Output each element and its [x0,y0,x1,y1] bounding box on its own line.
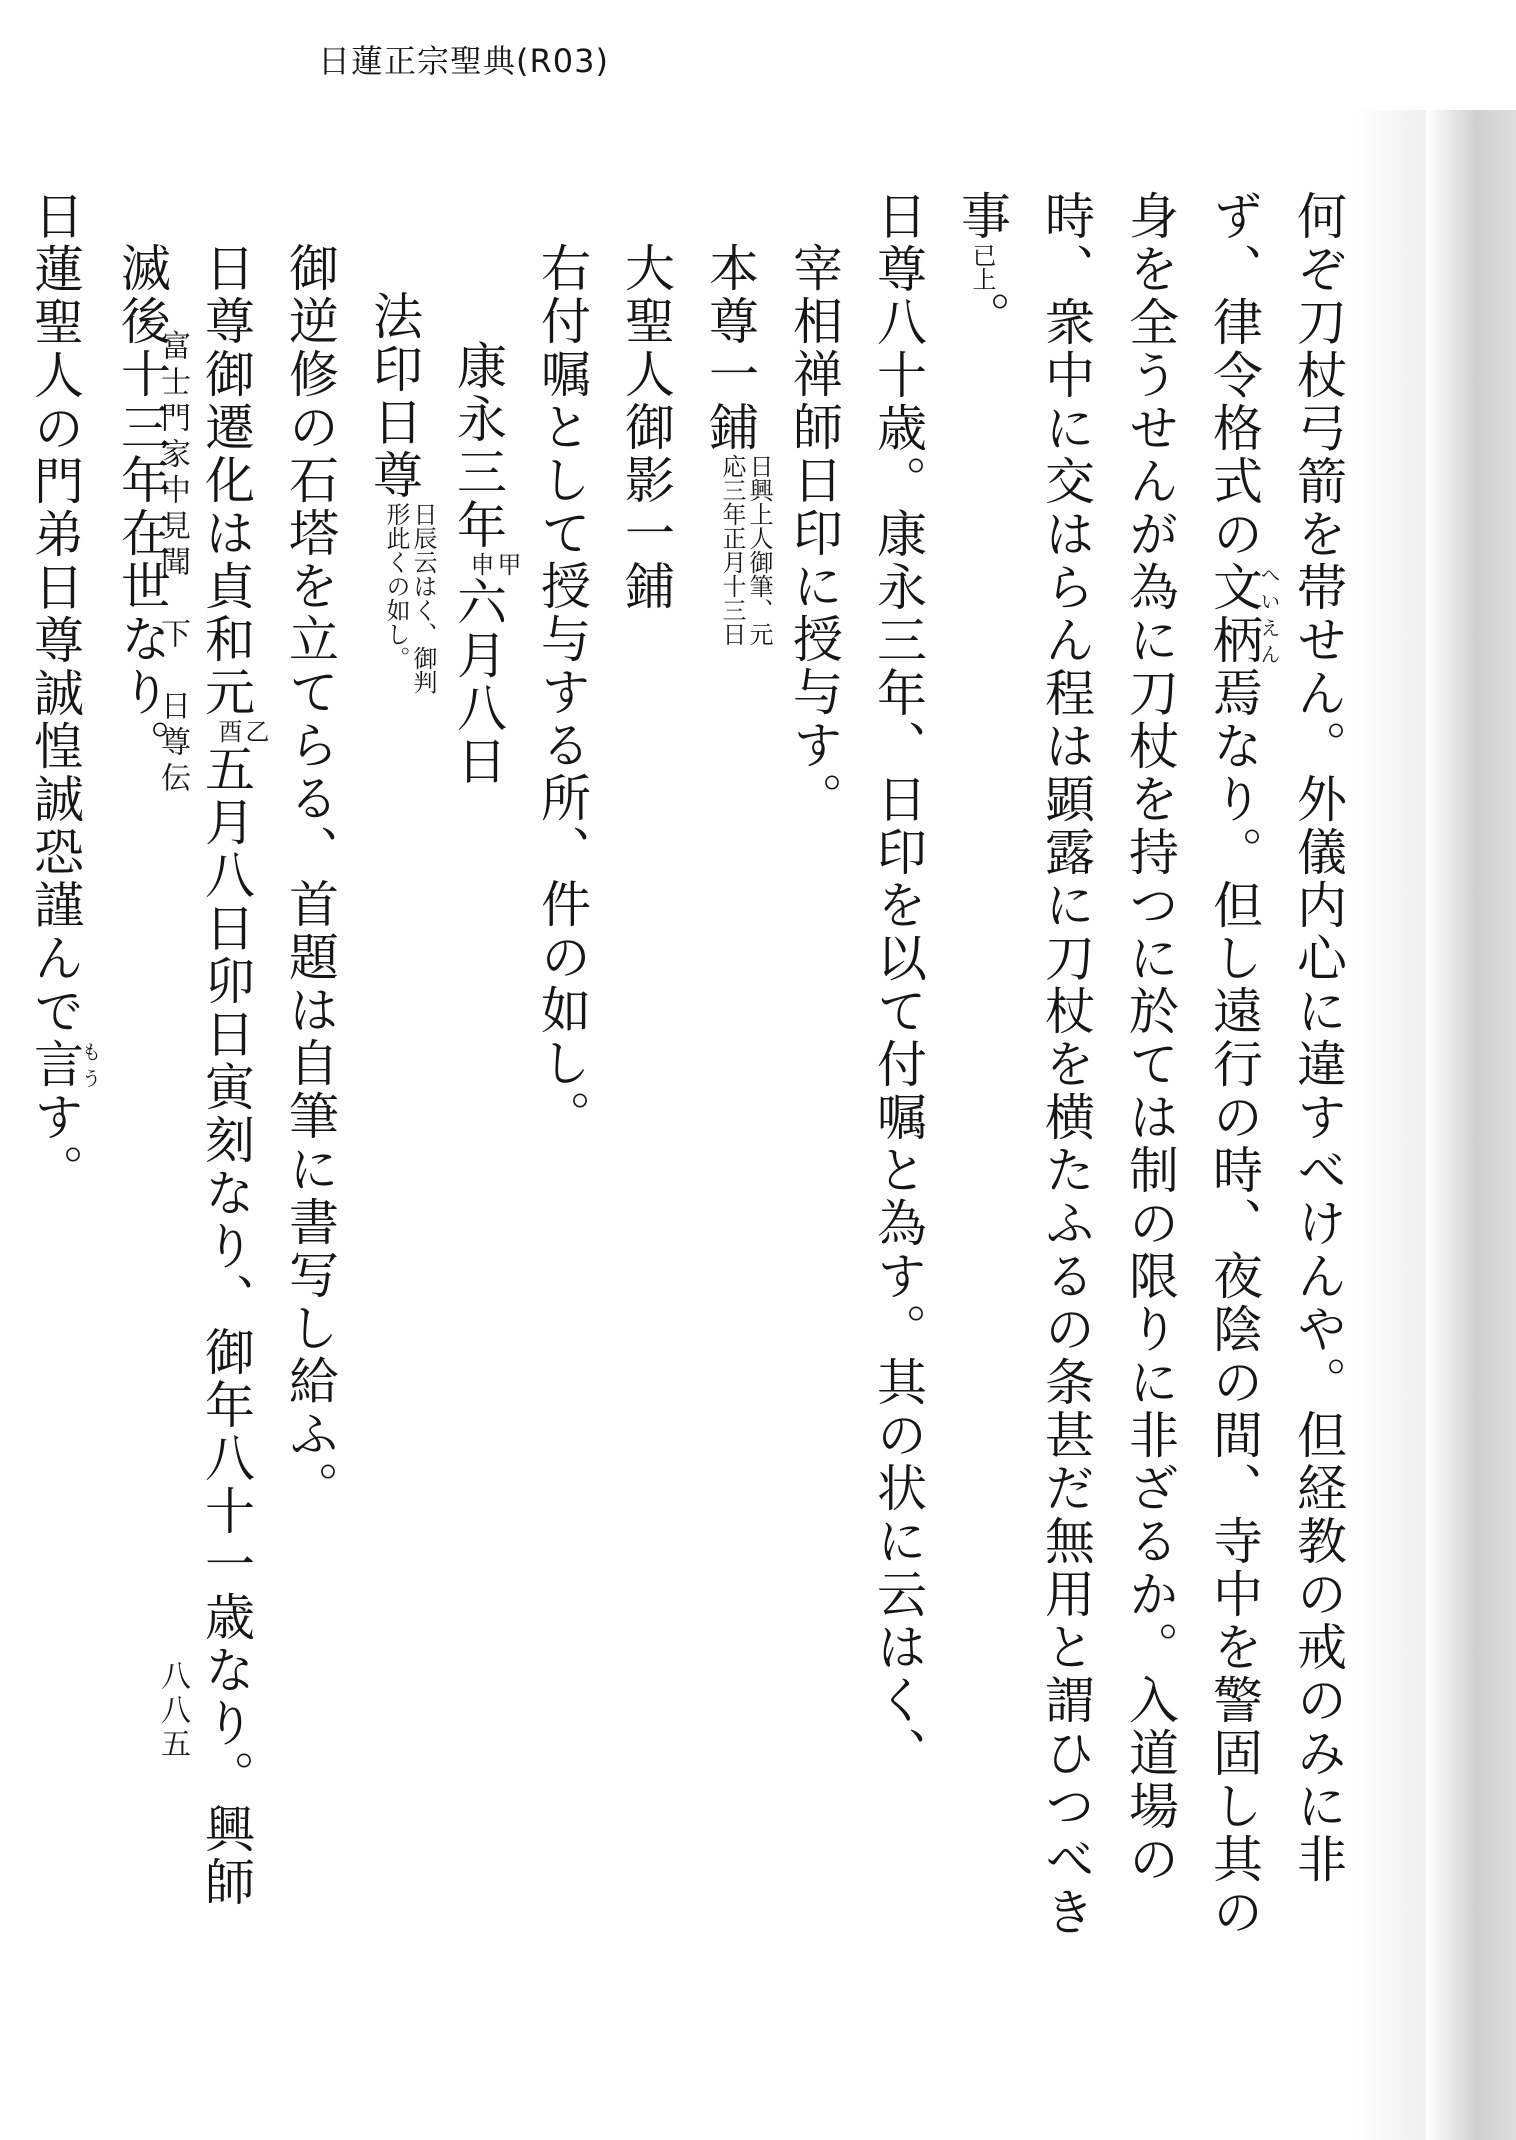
paragraph-5: 大聖人御影一鋪 [617,242,675,613]
paragraph-4: 本尊一鋪日興上人御筆、元 応三年正月十三日 [701,242,773,646]
page-number: 八八五 [155,1660,190,1762]
paragraph-7: 康永三年甲 申六月八日 [449,340,521,788]
document-header: 日蓮正宗聖典(R03) [318,42,609,80]
paragraph-10: 日尊御遷化は貞和元乙 酉五月八日卯日寅刻なり、御年八十一歳なり。興師滅後十三年在世なり。 [113,242,269,1909]
paragraph-3: 宰相禅師日印に授与す。 [785,242,843,825]
page-edge-shadow [1426,110,1516,2140]
paragraph-9: 御逆修の石塔を立てらる、首題は自筆に書写し給ふ。 [281,242,339,1514]
paragraph-6: 右付嘱として授与する所、件の如し。 [533,242,591,1143]
source-footer: 富士門家中見聞 下 日尊伝 [155,330,190,798]
paragraph-1: 何ぞ刀杖弓箭を帯せん。外儀内心に違すべけんや。但経教の戒のみに非ず、律令格式の文柄へいえん焉なり。但し遠行の時、夜陰の間、寺中を警固し其の身を全うせんが為に刀杖を持つに於ては制の限りに非ざるか。入道場の時、衆中に交はらん程は顕露に刀杖を横たふるの条甚だ無用と謂ひつべき事已上。 [953,190,1347,1939]
paragraph-11: 日蓮聖人の門弟日尊誠惶誠恐謹んで言もうす。 [26,190,102,1197]
paragraph-8: 法印日尊日辰云はく、御判 形此くの如し。 [365,290,437,694]
paragraph-2: 日尊八十歳。康永三年、日印を以て付嘱と為す。其の状に云はく、 [869,190,927,1780]
page-edge-shadow-inner [1356,110,1426,2140]
